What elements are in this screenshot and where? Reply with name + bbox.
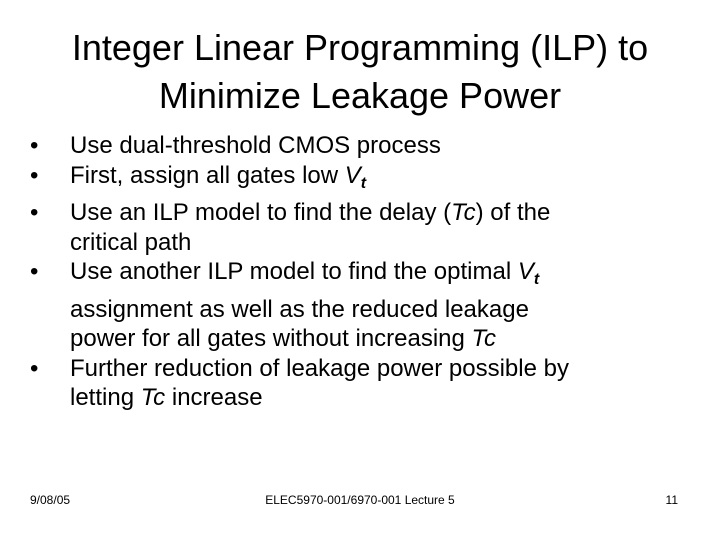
bullet-item: [30, 257, 690, 354]
bullet-icon: •: [30, 132, 39, 159]
slide-title-line-1: Integer Linear Programming (ILP) to: [71, 27, 649, 68]
vt-subscript: t: [360, 174, 367, 192]
footer-page-number: 11: [665, 493, 678, 507]
bullet-item: [30, 131, 690, 161]
footer-date: 9/08/05: [30, 493, 71, 507]
bullet-item: [30, 198, 690, 257]
bullet-text-line-3: power for all gates without increasing: [70, 325, 472, 352]
bullet-icon: •: [30, 354, 39, 382]
slide-title: [20, 24, 700, 120]
bullet-text: First, assign all gates low: [70, 161, 345, 189]
bullet-text-suffix: increase: [165, 384, 263, 411]
bullet-item: [30, 161, 690, 199]
tc-variable: Tc: [140, 384, 166, 411]
bullet-list: [30, 131, 690, 413]
footer-course: ELEC5970-001/6970-001 Lecture 5: [265, 493, 455, 507]
bullet-text-suffix: ) of the: [475, 199, 551, 226]
slide-title-line-2: Minimize Leakage Power: [158, 75, 562, 116]
bullet-text: Use dual-threshold CMOS process: [70, 132, 441, 159]
tc-variable: Tc: [451, 199, 476, 226]
bullet-icon: •: [30, 161, 39, 189]
bullet-icon: •: [30, 258, 39, 285]
bullet-text: Use an ILP model to find the delay (: [70, 199, 452, 226]
bullet-icon: •: [30, 199, 39, 226]
bullet-text: Further reduction of leakage power possible by: [70, 354, 569, 382]
bullet-item: [30, 354, 690, 413]
bullet-text: Use another ILP model to find the optimal: [70, 258, 518, 285]
vt-variable: V: [344, 161, 361, 189]
bullet-text-line-2: letting: [70, 384, 141, 411]
tc-variable: Tc: [471, 325, 497, 352]
vt-subscript: t: [533, 271, 540, 288]
bullet-text-line-2: critical path: [70, 228, 192, 256]
bullet-text-line-2: assignment as well as the reduced leakage: [70, 295, 529, 323]
vt-variable: V: [517, 258, 534, 285]
